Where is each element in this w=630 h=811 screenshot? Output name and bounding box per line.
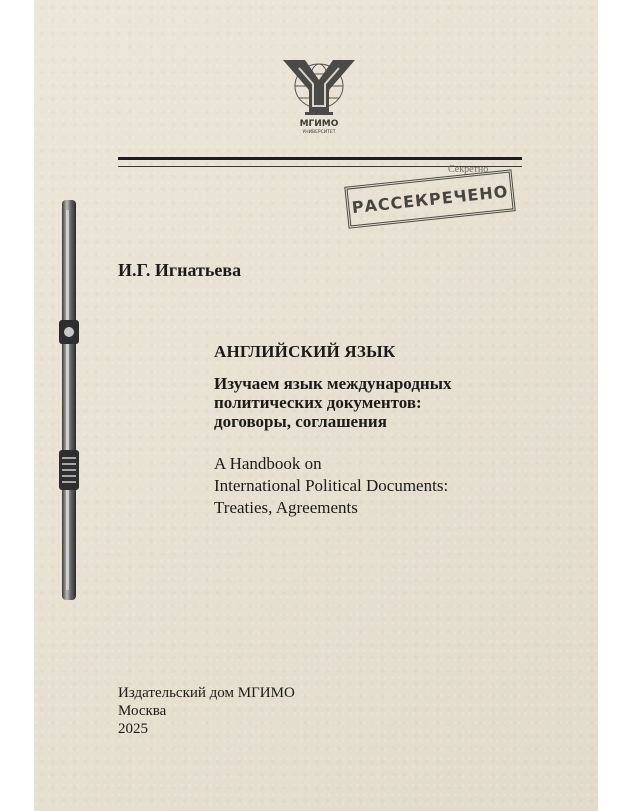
subtitle-ru-line: договоры, соглашения — [214, 412, 387, 431]
header-rule-thick — [118, 157, 522, 160]
publisher-name: Издательский дом МГИМО — [118, 685, 295, 701]
declassified-stamp — [344, 169, 515, 228]
book-cover — [34, 0, 598, 811]
subtitle-ru — [214, 374, 574, 431]
logo-subtext: УНИВЕРСИТЕТ — [302, 130, 336, 134]
publisher-year: 2025 — [118, 721, 148, 737]
subtitle-en-line: A Handbook on — [214, 454, 322, 473]
title-main: АНГЛИЙСКИЙ ЯЗЫК — [214, 342, 396, 361]
mgimo-logo-icon — [269, 46, 369, 134]
secret-note: Секретно — [448, 164, 489, 175]
title-block — [214, 342, 574, 519]
subtitle-en-line: International Political Documents: — [214, 476, 449, 495]
stamp-text: РАССЕКРЕЧЕНО — [350, 181, 510, 217]
publisher-block — [118, 684, 295, 738]
binder-clip-icon — [54, 200, 84, 600]
subtitle-ru-line: Изучаем язык международных — [214, 374, 452, 393]
subtitle-ru-line: политических документов: — [214, 393, 422, 412]
subtitle-en — [214, 453, 574, 519]
author-name: И.Г. Игнатьева — [118, 260, 242, 280]
subtitle-en-line: Treaties, Agreements — [214, 498, 358, 517]
publisher-city: Москва — [118, 703, 167, 719]
logo-text: МГИМО — [299, 119, 339, 129]
